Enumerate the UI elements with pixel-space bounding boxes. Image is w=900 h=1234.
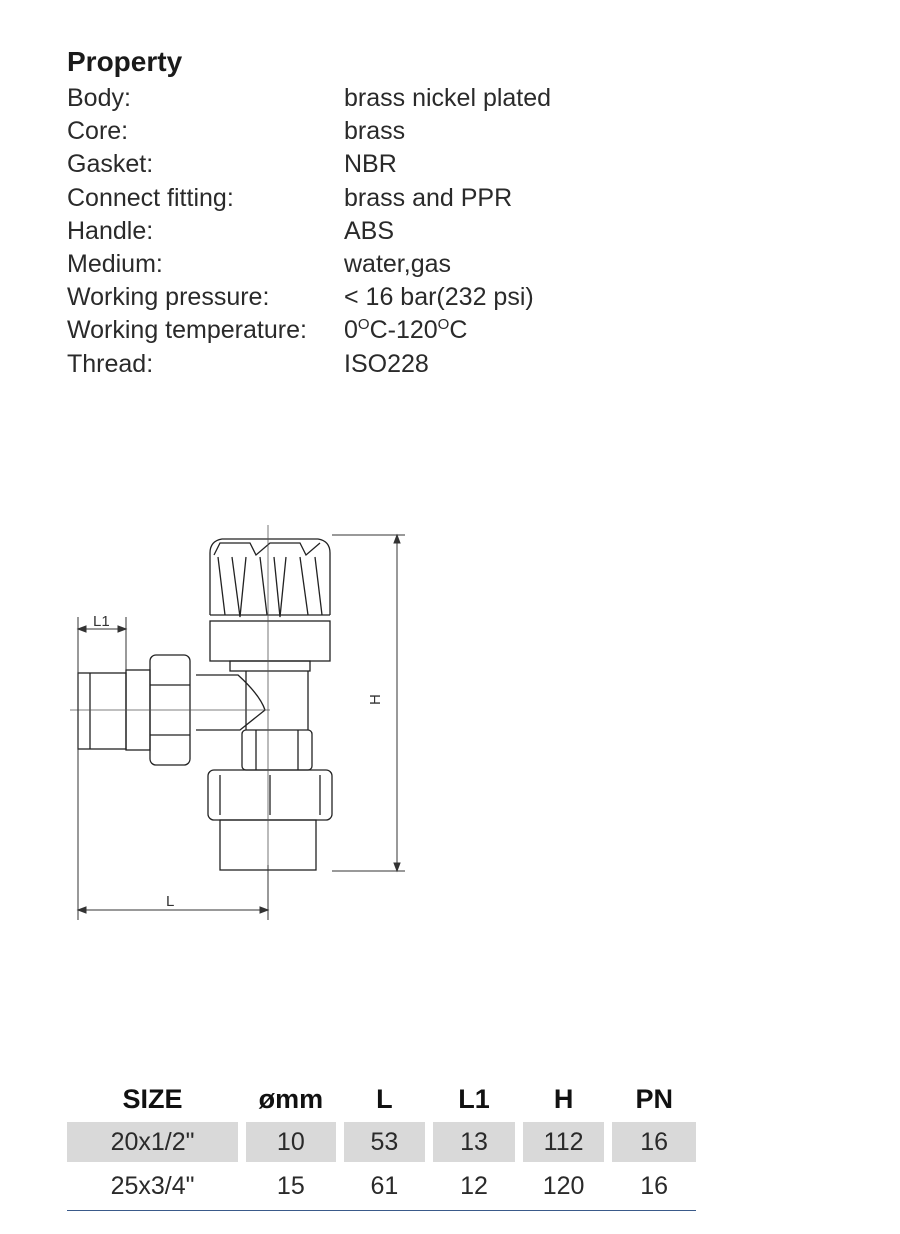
property-value: NBR: [344, 150, 397, 179]
property-label: Connect fitting:: [67, 183, 234, 212]
property-value: water,gas: [344, 250, 452, 279]
dim-label-l1: L1: [93, 613, 110, 630]
table-header-row: [67, 1078, 696, 1120]
property-row: [67, 314, 551, 347]
property-row: [67, 148, 551, 181]
property-value: brass nickel plated: [344, 84, 552, 113]
cell-h: 120: [542, 1172, 585, 1200]
dim-label-l: L: [166, 893, 175, 910]
cell-pn: 16: [640, 1172, 669, 1200]
property-row: [67, 182, 551, 215]
cell-l: 61: [370, 1172, 399, 1200]
property-label: Working temperature:: [67, 316, 307, 345]
header-pn: PN: [635, 1084, 673, 1114]
property-value: brass and PPR: [344, 183, 513, 212]
cell-l: 53: [344, 1122, 426, 1162]
inlet-body: [196, 675, 265, 730]
property-row: [67, 115, 551, 148]
spec-table: [67, 1078, 696, 1211]
property-value: ABS: [344, 216, 395, 245]
property-section: [67, 44, 551, 381]
cell-size: 20x1/2": [67, 1122, 238, 1162]
property-label: Handle:: [67, 216, 154, 245]
property-value: < 16 bar(232 psi): [344, 283, 534, 312]
header-size: SIZE: [122, 1084, 183, 1114]
property-label: Working pressure:: [67, 283, 270, 312]
header-diameter: ømm: [258, 1084, 324, 1114]
property-label: Medium:: [67, 250, 163, 279]
property-row: [67, 281, 551, 314]
cell-diameter: 15: [276, 1172, 305, 1200]
property-value: ISO228: [344, 349, 429, 378]
dim-label-h: H: [367, 694, 384, 705]
property-value-temperature: $0^OC-120^OC$: [344, 316, 468, 345]
cell-pn: 16: [612, 1122, 696, 1162]
header-l: L: [376, 1084, 393, 1114]
header-h: H: [553, 1084, 574, 1114]
handle-base: [210, 621, 330, 661]
property-row: [67, 348, 551, 381]
cell-h: 112: [523, 1122, 605, 1162]
property-label: Core:: [67, 117, 129, 146]
table-bottom-rule: [67, 1210, 696, 1211]
table-row: [67, 1164, 696, 1208]
cell-l1: 13: [433, 1122, 515, 1162]
property-title: Property: [67, 46, 183, 77]
property-label: Body:: [67, 84, 131, 113]
property-row: [67, 82, 551, 115]
threaded-end: [78, 673, 126, 749]
valve-technical-drawing: [60, 525, 420, 925]
handle-cap-rim: [214, 543, 320, 555]
table-row: [67, 1120, 696, 1164]
property-label: Gasket:: [67, 150, 154, 179]
property-row: [67, 215, 551, 248]
property-value: brass: [344, 117, 406, 146]
header-l1: L1: [458, 1084, 490, 1114]
cell-size: 25x3/4": [110, 1172, 195, 1200]
property-row: [67, 248, 551, 281]
cell-diameter: 10: [246, 1122, 335, 1162]
lower-nut: [242, 730, 312, 770]
property-label: Thread:: [67, 349, 154, 378]
cell-l1: 12: [460, 1172, 488, 1200]
